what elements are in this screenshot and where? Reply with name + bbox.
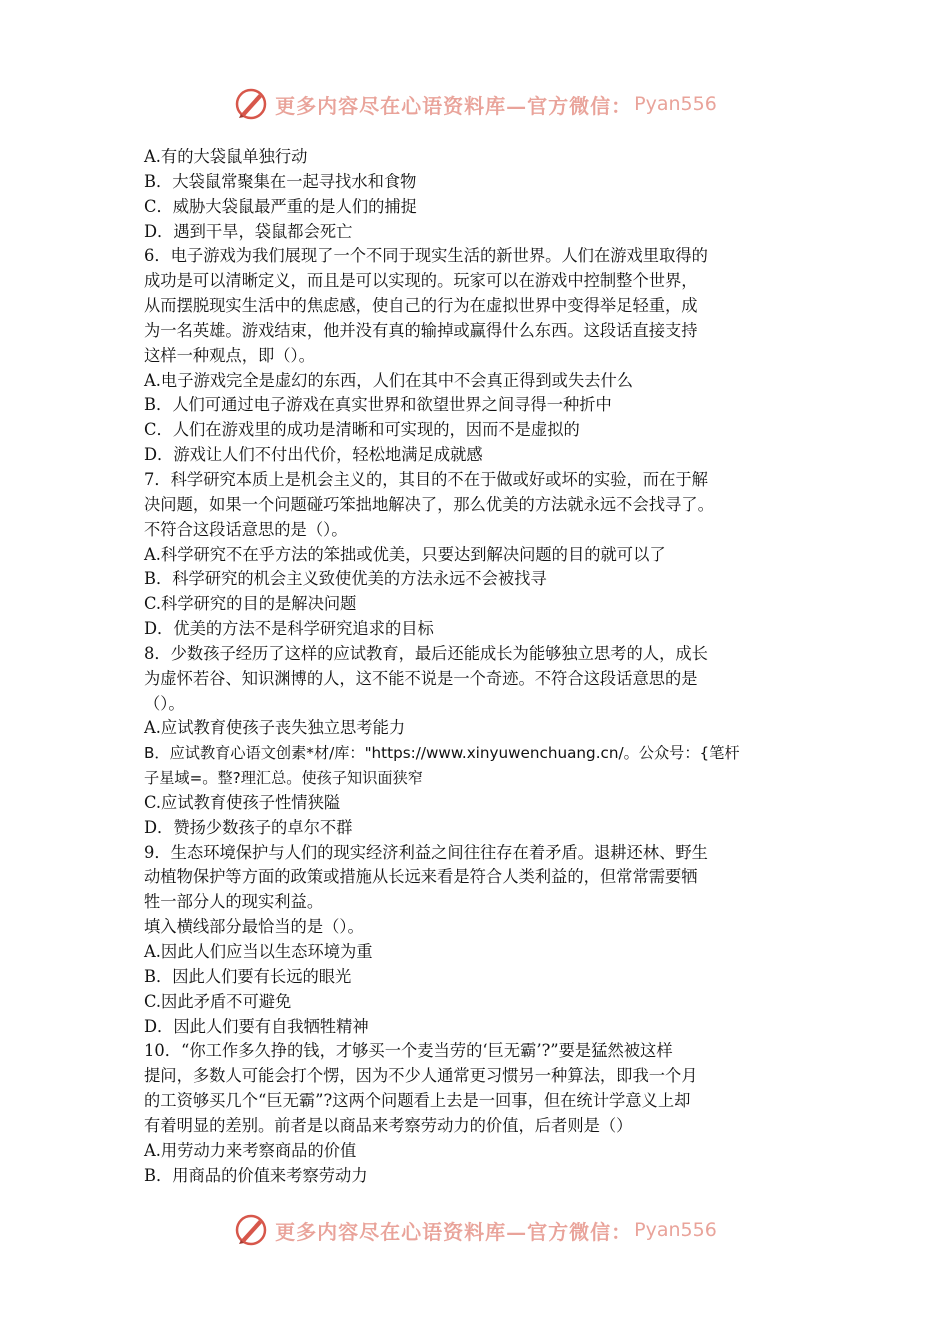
text-line: （）。: [144, 693, 185, 713]
header-banner: [0, 82, 950, 126]
text-line: A.电子游戏完全是虚幻的东西，人们在其中不会真正得到或失去什么: [144, 370, 634, 390]
text-line: 的工资够买几个“巨无霸”?这两个问题看上去是一回事，但在统计学意义上却: [144, 1091, 691, 1111]
footer-banner: [0, 1208, 950, 1252]
pen-logo-icon: [233, 86, 269, 122]
text-line: B．大袋鼠常聚集在一起寻找水和食物: [144, 171, 417, 191]
text-line: D．遇到干旱，袋鼠都会死亡: [144, 221, 353, 241]
text-line: A.用劳动力来考察商品的价值: [144, 1140, 357, 1160]
text-line: 成功是可以清晰定义，而且是可以实现的。玩家可以在游戏中控制整个世界，: [144, 271, 698, 291]
text-line: C．人们在游戏里的成功是清晰和可实现的，因而不是虚拟的: [144, 420, 580, 440]
text-line: B．用商品的价值来考察劳动力: [144, 1165, 368, 1185]
text-line: 不符合这段话意思的是（）。: [144, 519, 348, 539]
text-line: C.应试教育使孩子性情狭隘: [144, 792, 341, 812]
text-line: B．因此人们要有长远的眼光: [144, 966, 352, 986]
text-line: A.科学研究不在乎方法的笨拙或优美，只要达到解决问题的目的就可以了: [144, 544, 666, 564]
text-line: 有着明显的差别。前者是以商品来考察劳动力的价值，后者则是（）: [144, 1115, 633, 1135]
text-line: 10．“你工作多久挣的钱，才够买一个麦当劳的‘巨无霸’?”要是猛然被这样: [144, 1041, 673, 1061]
footer-banner-text: 更多内容尽在心语资料库—官方微信：: [275, 1219, 633, 1244]
text-line: 为虚怀若谷、知识渊博的人，这不能不说是一个奇迹。不符合这段话意思的是: [144, 668, 698, 688]
document-body: [144, 145, 808, 1188]
text-line: 提问，多数人可能会打个愣，因为不少人通常更习惯另一种算法，即我一个月: [144, 1066, 698, 1086]
header-banner-contact: Pyan556: [634, 93, 717, 115]
text-line: A.因此人们应当以生态环境为重: [144, 942, 373, 961]
text-line: 子星域=。整?理汇总。使孩子知识面狭窄: [144, 769, 423, 788]
header-banner-text: 更多内容尽在心语资料库—官方微信：: [275, 93, 633, 118]
text-line: 8．少数孩子经历了这样的应试教育，最后还能成长为能够独立思考的人，成长: [144, 643, 708, 663]
text-line: D．赞扬少数孩子的卓尔不群: [144, 817, 353, 837]
pen-logo-icon: [233, 1212, 269, 1248]
text-line: 填入横线部分最恰当的是（）。: [144, 917, 364, 937]
text-line: 为一名英雄。游戏结束，他并没有真的输掉或赢得什么东西。这段话直接支持: [144, 320, 698, 340]
text-line: 决问题，如果一个问题碰巧笨拙地解决了，那么优美的方法就永远不会找寻了。: [144, 494, 714, 514]
text-line: 6．电子游戏为我们展现了一个不同于现实生活的新世界。人们在游戏里取得的: [144, 246, 708, 266]
footer-banner-contact: Pyan556: [634, 1219, 717, 1241]
text-line: 9．生态环境保护与人们的现实经济利益之间往往存在着矛盾。退耕还林、野生: [144, 842, 708, 862]
text-line: 牲一部分人的现实利益。: [144, 892, 324, 912]
text-line: 7．科学研究本质上是机会主义的，其目的不在于做或好或坏的实验，而在于解: [144, 469, 708, 489]
text-line: 从而摆脱现实生活中的焦虑感，使自己的行为在虚拟世界中变得举足轻重，成: [144, 296, 698, 316]
text-line: C.科学研究的目的是解决问题: [144, 594, 357, 614]
text-line: D．游戏让人们不付出代价，轻松地满足成就感: [144, 445, 483, 465]
text-line: B．人们可通过电子游戏在真实世界和欲望世界之间寻得一种折中: [144, 395, 612, 415]
text-line: C.因此矛盾不可避免: [144, 991, 292, 1011]
text-line: B．科学研究的机会主义致使优美的方法永远不会被找寻: [144, 569, 547, 589]
text-line: B．应试教育心语文创素*材/库："https://www.xinyuwenchuang.cn/。公众号：{笔杆: [144, 744, 740, 763]
text-line: C．威胁大袋鼠最严重的是人们的捕捉: [144, 196, 417, 216]
text-line: D．优美的方法不是科学研究追求的目标: [144, 619, 434, 639]
text-line: A.应试教育使孩子丧失独立思考能力: [144, 718, 406, 738]
text-line: 动植物保护等方面的政策或措施从长远来看是符合人类利益的，但常常需要牺: [144, 867, 698, 887]
text-line: A.有的大袋鼠单独行动: [144, 147, 308, 166]
text-line: 这样一种观点，即（）。: [144, 345, 315, 365]
text-line: D．因此人们要有自我牺牲精神: [144, 1016, 369, 1036]
